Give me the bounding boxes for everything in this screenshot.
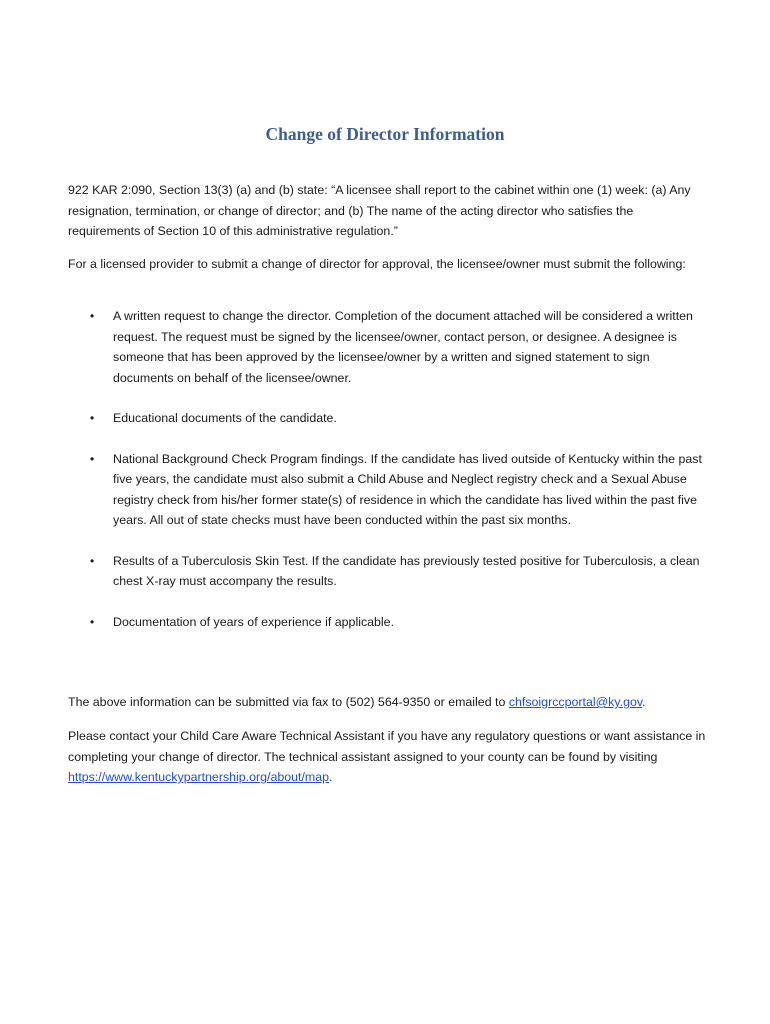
list-item <box>68 408 708 429</box>
list-item-text: Documentation of years of experience if applicable. <box>113 614 395 629</box>
list-item <box>68 306 708 388</box>
requirements-lead-paragraph: For a licensed provider to submit a change of director for approval, the licensee/owner must submit the following: <box>68 257 686 271</box>
list-item <box>68 551 708 592</box>
list-item-text: National Background Check Program findings. If the candidate has lived outside of Kentucky within the past five years, the candidate must also submit a Child Abuse and Neglect registry check and a Sexual Abuse registry check from his/her former state(s) of residence in which the candidate has lived within the past five years. All out of state checks must have been conducted within the past six months. <box>113 451 702 527</box>
list-item <box>68 449 708 531</box>
submission-paragraph <box>68 692 708 713</box>
list-item-text: A written request to change the director. Completion of the document attached will be considered a written request. The request must be signed by the licensee/owner, contact person, or designee. A designee is someone that has been approved by the licensee/owner by a written and signed statement to sign documents on behalf of the licensee/owner. <box>113 309 693 385</box>
email-link[interactable]: chfsoigrccportal@ky.gov <box>508 695 643 709</box>
map-url-link[interactable]: https://www.kentuckypartnership.org/about/map <box>68 770 330 784</box>
list-item-text: Educational documents of the candidate. <box>113 411 337 425</box>
contact-text: Please contact your Child Care Aware Technical Assistant if you have any regulatory questions or want assistance in completing your change of director. The technical assistant assigned to your county can be found by visiting <box>68 729 706 764</box>
contact-text-end: . <box>329 770 333 784</box>
contact-paragraph <box>68 726 708 788</box>
document-title: Change of Director Information <box>265 124 505 144</box>
requirements-list <box>68 306 708 652</box>
submission-text-end: . <box>642 695 646 709</box>
list-item-text: Results of a Tuberculosis Skin Test. If the candidate has previously tested positive for Tuberculosis, a clean chest X-ray must accompany the results. <box>113 553 700 588</box>
bullet-icon: • <box>90 309 95 323</box>
bullet-icon: • <box>90 614 95 629</box>
bullet-icon: • <box>90 411 95 425</box>
list-item <box>68 612 708 633</box>
bullet-icon: • <box>90 451 95 466</box>
bullet-icon: • <box>90 553 95 568</box>
submission-text: The above information can be submitted via fax to (502) 564-9350 or emailed to <box>68 695 509 709</box>
regulation-paragraph: 922 KAR 2:090, Section 13(3) (a) and (b) state: “A licensee shall report to the cabinet within one (1) week: (a) Any resignation, termination, or change of director; and (b) The name of the acting director who satisfies the requirements of Section 10 of this administrative regulation.” <box>68 183 691 238</box>
